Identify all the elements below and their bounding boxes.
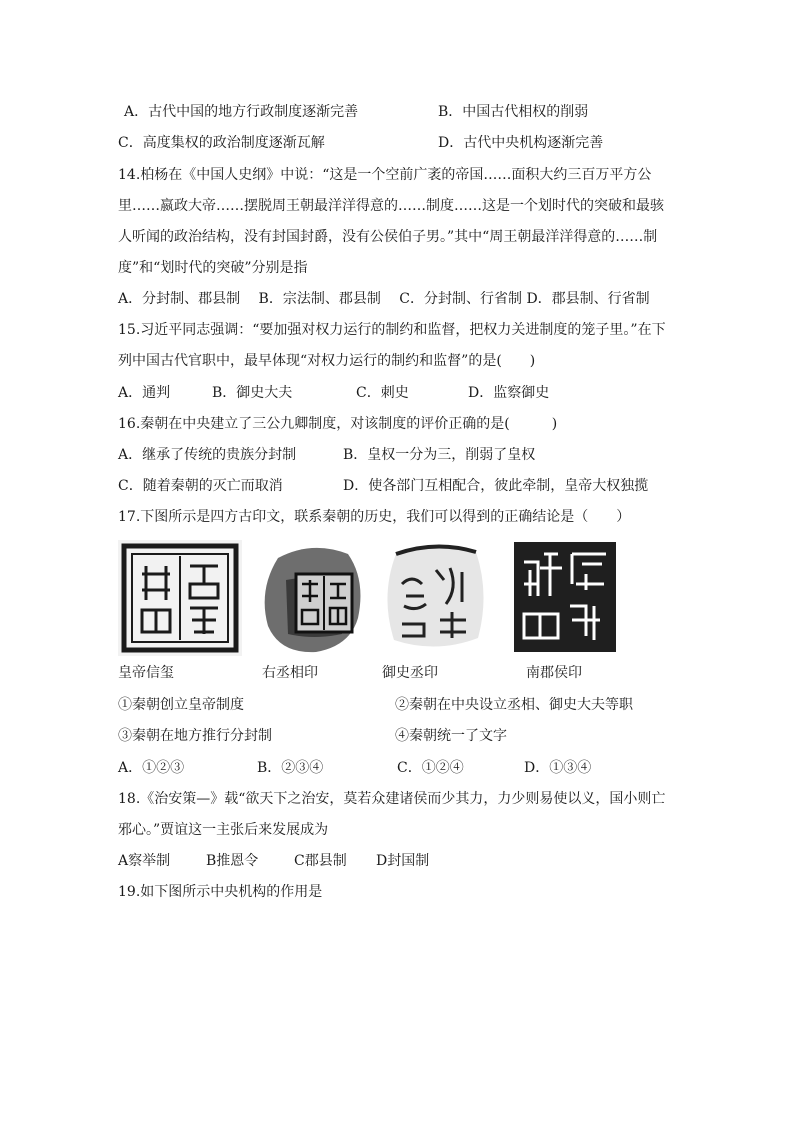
q16-option-a: A．继承了传统的贵族分封制	[118, 447, 297, 463]
seal-caption-3: 御史丞印	[382, 665, 438, 681]
q14-options: A．分封制、郡县制 B．宗法制、郡县制 C．分封制、行省制 D．郡县制、行省制	[118, 291, 650, 307]
seal-caption-2: 右丞相印	[262, 665, 318, 681]
q18-stem-line-1: 18.《治安策—》载“欲天下之治安，莫若众建诸侯而少其力，力少则易使以义，国小则亡	[118, 791, 666, 807]
q15-option-b: B．御史大夫	[212, 385, 293, 401]
q17-option-a: A．①②③	[118, 760, 185, 776]
seal-caption-4: 南郡侯印	[526, 665, 582, 681]
q19-stem: 19.如下图所示中央机构的作用是	[118, 884, 323, 900]
q16-option-c: C．随着秦朝的灭亡而取消	[118, 478, 283, 494]
q14-stem-line-1: 14.柏杨在《中国人史纲》中说：“这是一个空前广袤的帝国……面积大约三百万平方公	[118, 167, 652, 183]
seal-caption-1: 皇帝信玺	[118, 665, 174, 681]
seal-image-nanjun-houyin	[510, 540, 620, 656]
q13-option-c: C．高度集权的政治制度逐渐瓦解	[118, 135, 325, 151]
q17-stem: 17.下图所示是四方古印文，联系秦朝的历史，我们可以得到的正确结论是（ ）	[118, 509, 631, 525]
q17-option-b: B．②③④	[257, 760, 324, 776]
seal-image-you-chengxiang	[258, 540, 366, 656]
q13-option-b: B．中国古代相权的削弱	[438, 104, 589, 120]
q16-option-b: B．皇权一分为三，削弱了皇权	[343, 447, 536, 463]
q13-option-d: D．古代中央机构逐渐完善	[438, 135, 604, 151]
q18-option-c: C郡县制	[294, 853, 347, 869]
seal-image-huangdi-xinxi	[118, 540, 242, 656]
seal-image-yushi-chengyin	[380, 540, 490, 656]
q17-statement-4: ④秦朝统一了文字	[395, 728, 507, 744]
q17-statement-2: ②秦朝在中央设立丞相、御史大夫等职	[395, 697, 633, 713]
q17-statement-3: ③秦朝在地方推行分封制	[118, 728, 272, 744]
q13-option-a: A．古代中国的地方行政制度逐渐完善	[124, 104, 359, 120]
q18-option-a: A察举制	[118, 853, 171, 869]
q17-option-d: D．①③④	[524, 760, 592, 776]
q14-stem-line-3: 人听闻的政治结构，没有封国封爵，没有公侯伯子男。”其中“周王朝最洋洋得意的……制	[118, 229, 658, 245]
q18-option-b: B推恩令	[206, 853, 259, 869]
q18-stem-line-2: 邪心。”贾谊这一主张后来发展成为	[118, 822, 329, 838]
q17-option-c: C．①②④	[397, 760, 464, 776]
q18-option-d: D封国制	[376, 853, 430, 869]
q15-option-a: A．通判	[118, 385, 171, 401]
q15-stem-line-1: 15.习近平同志强调：“要加强对权力运行的制约和监督，把权力关进制度的笼子里。”在下	[118, 322, 666, 338]
q14-stem-line-4: 度”和“划时代的突破”分别是指	[118, 260, 308, 276]
q15-option-d: D．监察御史	[468, 385, 550, 401]
q14-stem-line-2: 里……嬴政大帝……摆脱周王朝最洋洋得意的……制度……这是一个划时代的突破和最骇	[118, 198, 664, 214]
q16-stem: 16.秦朝在中央建立了三公九卿制度，对该制度的评价正确的是( )	[118, 416, 558, 432]
q15-stem-line-2: 列中国古代官职中，最早体现“对权力运行的制约和监督”的是( )	[118, 353, 536, 369]
q17-statement-1: ①秦朝创立皇帝制度	[118, 697, 244, 713]
q16-option-d: D．使各部门互相配合，彼此牵制，皇帝大权独揽	[343, 478, 649, 494]
q15-option-c: C．刺史	[356, 385, 409, 401]
